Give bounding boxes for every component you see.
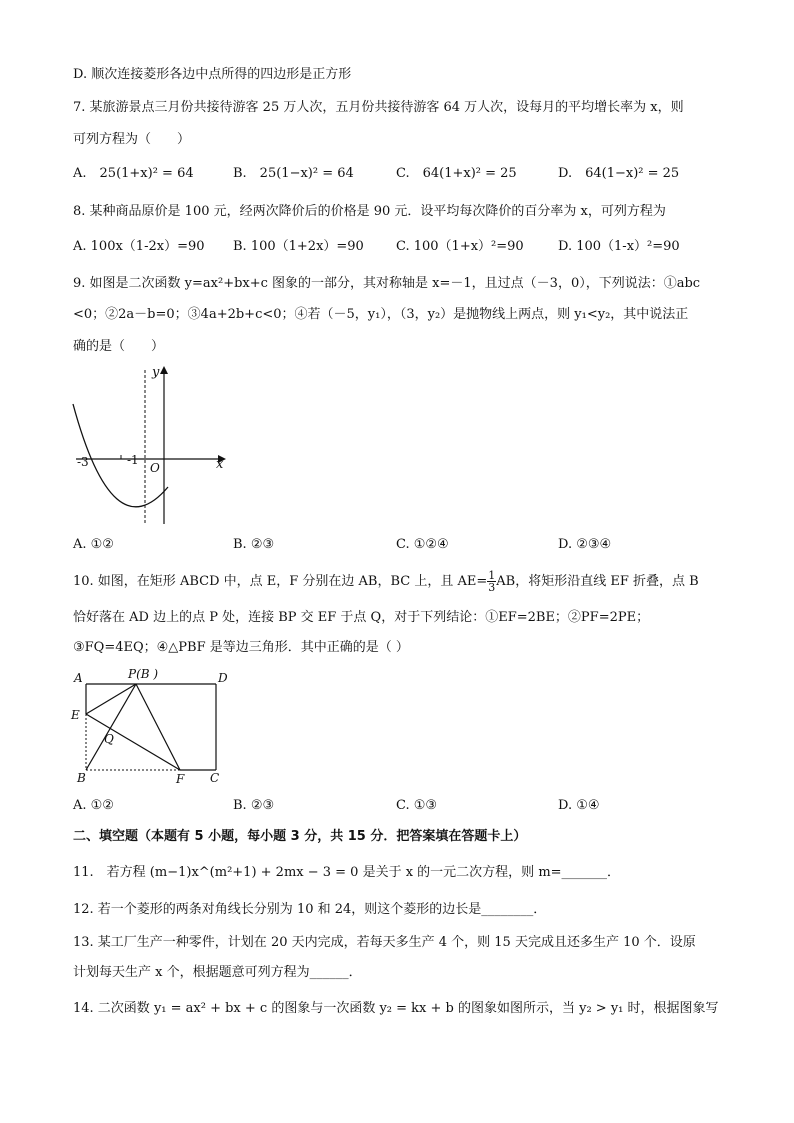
label-neg1: -1 [127, 453, 139, 467]
label-d: D [218, 671, 228, 685]
q10-option-b: B. ②③ [233, 798, 275, 813]
q9-stem-line2: <0；②2a－b=0；③4a+2b+c<0；④若（－5，y₁），（3，y₂）是抛物线上两点，则 y₁<y₂，其中说法正 [73, 307, 689, 322]
q8-stem: 8. 某种商品原价是 100 元，经两次降价后的价格是 90 元．设平均每次降价的百分率为 x，可列方程为 [73, 204, 666, 219]
q12-stem: 12. 若一个菱形的两条对角线长分别为 10 和 24，则这个菱形的边长是________． [73, 902, 547, 917]
q10-stem-line3: ③FQ=4EQ；④△PBF 是等边三角形．其中正确的是（ ） [73, 640, 409, 655]
label-neg3: -3 [77, 455, 89, 469]
q8-option-a: A. 100x（1-2x）=90 [73, 239, 205, 254]
y-axis-arrow [160, 366, 168, 374]
q10-option-d: D. ①④ [558, 798, 600, 813]
x-axis-label: x [216, 457, 224, 472]
q9-option-b: B. ②③ [233, 537, 275, 552]
q11-stem: 11. 若方程 (m−1)x^(m²+1) + 2mx − 3 = 0 是关于 x 的一元二次方程，则 m=_______． [73, 865, 621, 880]
label-b: B [77, 771, 86, 785]
q9-option-c: C. ①②④ [396, 537, 449, 552]
q10-option-a: A. ①② [73, 798, 114, 813]
q13-stem-line2: 计划每天生产 x 个，根据题意可列方程为______． [73, 965, 362, 980]
q14-stem: 14. 二次函数 y₁ = ax² + bx + c 的图象与一次函数 y₂ = kx + b 的图象如图所示，当 y₂ > y₁ 时，根据图象写 [73, 1001, 719, 1016]
label-f: F [176, 772, 185, 786]
q7-option-a: A. 25(1+x)² = 64 [73, 166, 194, 181]
label-a: A [74, 671, 83, 685]
q9-option-d: D. ②③④ [558, 537, 612, 552]
q7-option-b: B. 25(1−x)² = 64 [233, 166, 354, 181]
q10-line1-post: AB，将矩形沿直线 EF 折叠，点 B [496, 574, 699, 589]
q8-option-b: B. 100（1+2x）=90 [233, 239, 364, 254]
q10-rectangle-figure [68, 664, 243, 789]
label-pb: P(B ) [128, 667, 159, 681]
label-c: C [210, 771, 220, 785]
q7-option-d: D. 64(1−x)² = 25 [558, 166, 680, 181]
segment-bp [86, 684, 136, 770]
q7-stem-line2: 可列方程为（ ） [73, 132, 191, 147]
q10-stem-line2: 恰好落在 AD 边上的点 P 处，连接 BP 交 EF 于点 Q，对于下列结论：①EF=2BE；②PF=2PE； [73, 610, 650, 625]
q9-parabola-graph [68, 362, 233, 530]
q10-frac-den: 3 [488, 581, 496, 594]
label-origin: O [150, 461, 160, 475]
section2-heading: 二、填空题（本题有 5 小题，每小题 3 分，共 15 分．把答案填在答题卡上） [73, 829, 527, 844]
label-e: E [71, 708, 80, 722]
q8-option-c: C. 100（1+x）²=90 [396, 239, 524, 254]
q10-line1-pre: 10. 如图，在矩形 ABCD 中，点 E，F 分别在边 AB，BC 上，且 AE= [73, 574, 488, 589]
q9-stem-line1: 9. 如图是二次函数 y=ax²+bx+c 图象的一部分，其对称轴是 x=－1，且过点（－3，0），下列说法：①abc [73, 276, 701, 291]
q10-option-c: C. ①③ [396, 798, 438, 813]
q10-stem-line1 [73, 570, 699, 593]
y-axis-label: y [152, 365, 160, 380]
label-q: Q [104, 732, 114, 746]
q9-stem-line3: 确的是（ ） [73, 339, 165, 354]
q13-stem-line1: 13. 某工厂生产一种零件，计划在 20 天内完成，若每天多生产 4 个，则 15 天完成且还多生产 10 个．设原 [73, 935, 696, 950]
q10-fraction [487, 570, 496, 593]
q7-option-c: C. 64(1+x)² = 25 [396, 166, 517, 181]
segment-ep [86, 684, 136, 714]
q10-frac-num: 1 [488, 569, 496, 582]
q6-option-d: D. 顺次连接菱形各边中点所得的四边形是正方形 [73, 67, 352, 82]
q9-option-a: A. ①② [73, 537, 114, 552]
q8-option-d: D. 100（1-x）²=90 [558, 239, 680, 254]
q7-stem-line1: 7. 某旅游景点三月份共接待游客 25 万人次，五月份共接待游客 64 万人次，设每月的平均增长率为 x，则 [73, 100, 684, 115]
